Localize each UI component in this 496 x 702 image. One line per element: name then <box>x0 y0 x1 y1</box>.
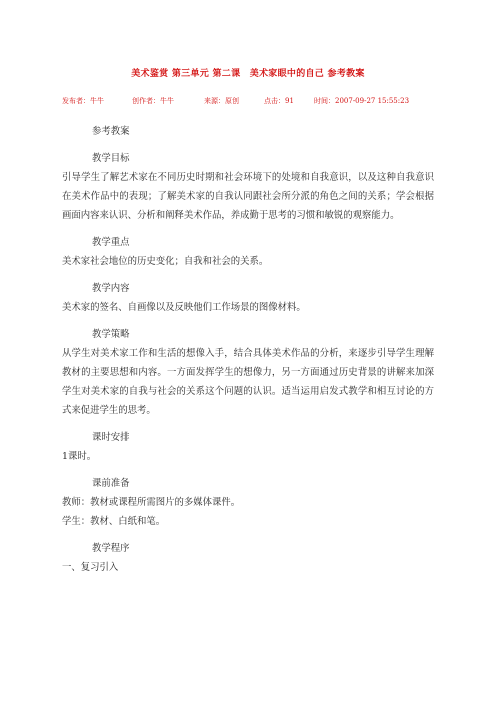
procedure-step-1: 一、复习引入 <box>62 562 119 573</box>
section-heading-focus: 教学重点 <box>92 237 130 248</box>
content-text: 美术家的签名、自画像以及反映他们工作场景的图像材料。 <box>62 302 306 313</box>
schedule-text: 1课时。 <box>62 451 97 462</box>
section-heading-strategy: 教学策略 <box>92 329 130 340</box>
meta-source: 来源：原创 <box>204 97 239 105</box>
meta-clicks: 点击：91 <box>264 97 294 105</box>
section-heading-intro: 参考教案 <box>92 126 130 137</box>
meta-publisher: 发布者：牛牛 <box>62 97 104 105</box>
section-heading-procedure: 教学程序 <box>92 543 130 554</box>
focus-text: 美术家社会地位的历史变化；自我和社会的关系。 <box>62 256 269 267</box>
section-heading-goals: 教学目标 <box>92 153 130 164</box>
meta-author: 创作者：牛牛 <box>132 97 174 105</box>
strategy-text: 从学生对美术家工作和生活的想像入手，结合具体美术作品的分析，来逐步引导学生理解教材的主要思想和内容。一方面发挥学生的想像力，另一方面通过历史背景的讲解来加深学生对美术家的自我与社会的关系这个问题的认识。适当运用启发式教学和相互讨论的方式来促进学生的思考。 <box>62 348 434 416</box>
meta-time: 时间：2007-09-27 15:55:23 <box>314 97 410 105</box>
section-heading-preparation: 课前准备 <box>92 478 130 489</box>
section-heading-content: 教学内容 <box>92 283 130 294</box>
article-title: 美术鉴赏 第三单元 第二课 美术家眼中的自己 参考教案 <box>131 69 365 79</box>
article-body <box>62 122 434 577</box>
section-heading-schedule: 课时安排 <box>92 432 130 443</box>
prep-teacher-text: 教师：教材或课程所需图片的多媒体课件。 <box>62 497 241 508</box>
goals-text: 引导学生了解艺术家在不同历史时期和社会环境下的处境和自我意识，以及这种自我意识在美术作品中的表现；了解美术家的自我认同跟社会所分派的角色之间的关系；学会根据画面内容来认识、分析和阐释美术作品，养成勤于思考的习惯和敏锐的观察能力。 <box>62 172 434 221</box>
prep-student-text: 学生：教材、白纸和笔。 <box>62 516 166 527</box>
